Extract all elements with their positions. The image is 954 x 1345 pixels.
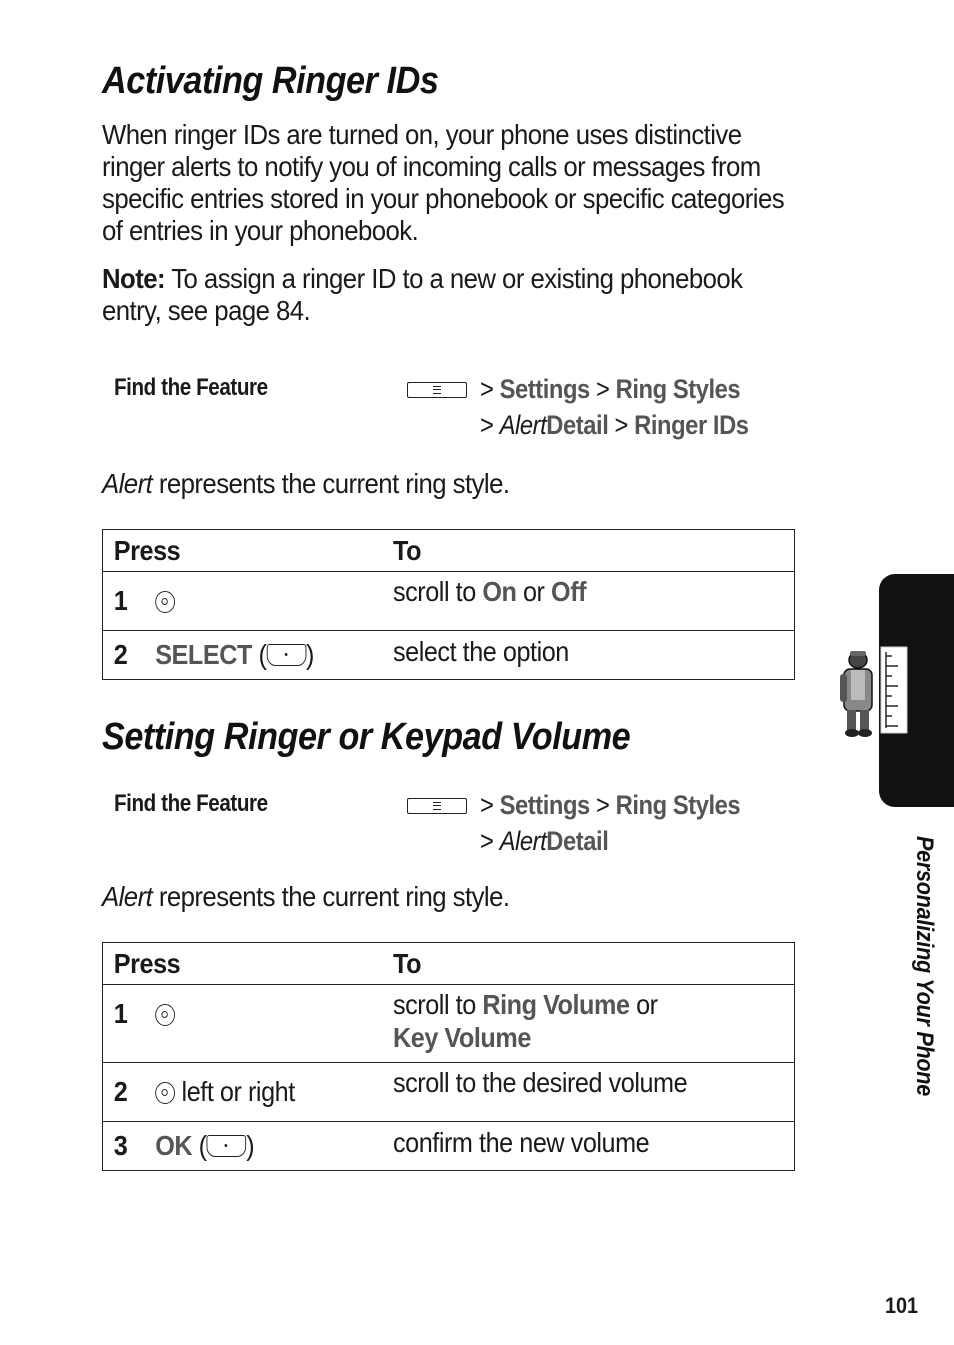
step-text: or bbox=[635, 989, 658, 1020]
path-detail: Detail bbox=[546, 410, 609, 440]
path-ring-styles: Ring Styles bbox=[615, 790, 741, 820]
menu-key-icon bbox=[407, 798, 467, 814]
table-row: 2 SELECT ( ) select the option bbox=[103, 631, 795, 680]
soft-key-icon bbox=[207, 1135, 247, 1157]
step-text: select the option bbox=[392, 636, 569, 667]
step-text: scroll to the desired volume bbox=[392, 1067, 687, 1098]
note-paragraph bbox=[102, 263, 801, 327]
step-text: scroll to bbox=[392, 989, 476, 1020]
path-separator: > bbox=[480, 826, 494, 856]
find-feature-label: Find the Feature bbox=[114, 374, 268, 401]
step-number: 2 bbox=[113, 1076, 128, 1107]
select-label: SELECT bbox=[155, 639, 252, 670]
table-row bbox=[103, 985, 795, 1063]
note-text: To assign a ringer ID to a new or existing phonebook entry, see page 84. bbox=[102, 263, 743, 326]
section-title-ringer-ids: Activating Ringer IDs bbox=[102, 60, 439, 102]
feature-path-line1 bbox=[480, 374, 740, 405]
volume-steps-table bbox=[102, 942, 795, 1171]
nav-key-icon bbox=[155, 1082, 175, 1104]
step-number: 2 bbox=[113, 639, 128, 670]
option-on: On bbox=[481, 576, 516, 607]
soft-key-icon bbox=[266, 644, 306, 666]
path-separator: > bbox=[614, 410, 628, 440]
note-label: Note: bbox=[102, 263, 166, 294]
feature-path-line1 bbox=[480, 790, 740, 821]
ok-label: OK bbox=[155, 1130, 193, 1161]
path-ring-styles: Ring Styles bbox=[615, 374, 741, 404]
path-separator: > bbox=[480, 410, 494, 440]
header-to: To bbox=[393, 943, 795, 985]
path-separator: > bbox=[596, 790, 610, 820]
table-row bbox=[103, 1063, 795, 1122]
find-feature-label: Find the Feature bbox=[114, 790, 268, 817]
table-row: 3 OK ( ) confirm the new volume bbox=[103, 1122, 795, 1171]
option-off: Off bbox=[550, 576, 586, 607]
press-text: left or right bbox=[181, 1076, 295, 1107]
feature-path-line2 bbox=[480, 410, 749, 441]
alert-note-2 bbox=[102, 881, 801, 913]
step-number: 1 bbox=[113, 998, 128, 1029]
feature-path-line2 bbox=[480, 826, 608, 857]
alert-note-text: represents the current ring style. bbox=[158, 468, 510, 499]
header-press: Press bbox=[103, 530, 393, 572]
nav-key-icon bbox=[155, 591, 175, 613]
step-text: confirm the new volume bbox=[392, 1127, 649, 1158]
step-number: 3 bbox=[113, 1130, 128, 1161]
path-separator: > bbox=[596, 374, 610, 404]
path-settings: Settings bbox=[499, 790, 590, 820]
chapter-side-label: Personalizing Your Phone bbox=[911, 836, 938, 1096]
table-row bbox=[103, 572, 795, 631]
intro-paragraph: When ringer IDs are turned on, your phone uses distinctive ringer alerts to notify you of incoming calls or messages from specific entries stored in your phonebook or specific categories of entries in your phonebook. bbox=[102, 119, 785, 246]
step-number: 1 bbox=[113, 585, 128, 616]
path-alert: Alert bbox=[499, 826, 547, 856]
path-detail: Detail bbox=[546, 826, 609, 856]
alert-note-text: represents the current ring style. bbox=[158, 881, 510, 912]
header-press: Press bbox=[103, 943, 393, 985]
step-text: or bbox=[522, 576, 544, 607]
chapter-tab bbox=[879, 574, 954, 807]
alert-note-1 bbox=[102, 468, 801, 500]
header-to: To bbox=[393, 530, 795, 572]
ringer-ids-steps-table bbox=[102, 529, 795, 680]
find-the-feature-ringer-ids bbox=[114, 374, 814, 464]
menu-key-icon bbox=[407, 382, 467, 398]
alert-word: Alert bbox=[102, 468, 153, 499]
path-ringer-ids: Ringer IDs bbox=[634, 410, 749, 440]
option-ring-volume: Ring Volume bbox=[481, 989, 630, 1020]
alert-word: Alert bbox=[102, 881, 153, 912]
path-separator: > bbox=[480, 374, 494, 404]
path-alert: Alert bbox=[499, 410, 547, 440]
path-settings: Settings bbox=[499, 374, 590, 404]
path-separator: > bbox=[480, 790, 494, 820]
find-the-feature-volume bbox=[114, 790, 814, 880]
nav-key-icon bbox=[155, 1004, 175, 1026]
page-number: 101 bbox=[885, 1293, 919, 1318]
personalize-character-icon bbox=[832, 642, 912, 742]
section-title-volume: Setting Ringer or Keypad Volume bbox=[102, 716, 631, 758]
step-text: scroll to bbox=[392, 576, 476, 607]
option-key-volume: Key Volume bbox=[392, 1022, 531, 1053]
